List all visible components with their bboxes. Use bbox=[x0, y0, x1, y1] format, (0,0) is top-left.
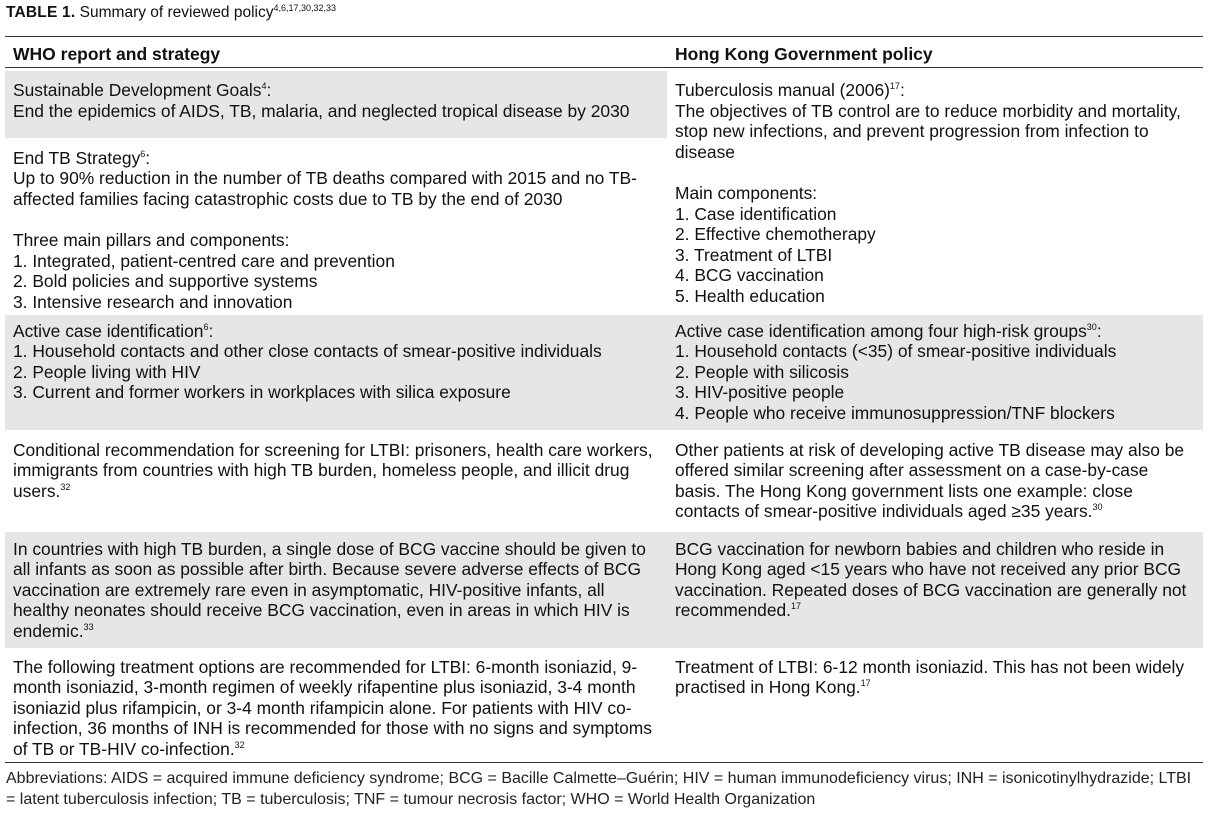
bcg-who-ref: 33 bbox=[83, 622, 94, 633]
pillars-item: 1. Integrated, patient-centred care and prevention bbox=[13, 250, 395, 271]
treat-who-cell bbox=[5, 650, 667, 767]
active-who-ref: 6 bbox=[203, 321, 209, 332]
manual-text: The objectives of TB control are to reduce morbidity and mortality, stop new infections, and prevent progression from infection to disease bbox=[675, 100, 1181, 162]
ltbi-who-ref: 32 bbox=[60, 481, 71, 492]
components-item: 2. Effective chemotherapy bbox=[675, 224, 876, 245]
bcg-hk-cell bbox=[667, 532, 1203, 627]
table-row bbox=[5, 71, 1203, 138]
pillars-item: 3. Intensive research and innovation bbox=[13, 291, 293, 312]
components-title: Main components: bbox=[675, 182, 818, 203]
header-hk: Hong Kong Government policy bbox=[675, 44, 933, 64]
bcg-who-cell bbox=[5, 532, 667, 648]
treat-hk-cell bbox=[667, 650, 1203, 704]
components-item: 1. Case identification bbox=[675, 203, 837, 224]
endtb-title: End TB Strategy bbox=[13, 147, 141, 168]
table-title: Summary of reviewed policy bbox=[79, 4, 274, 21]
endtb-cell: End TB Strategy$^6$: Up to 90% reduction in the number of TB deaths compared with 2015 and no TB-affected families facing catastrophic costs due to TB by the end of 2030 Three main pillars and components: 1. Integrated, patient-centred care and prevention 2. Bold policies and supportive systems 3. Intensive research and innovation bbox=[5, 138, 667, 311]
bottom-rule bbox=[5, 762, 1203, 763]
sdg-text: End the epidemics of AIDS, TB, malaria, and neglected tropical disease by 2030 bbox=[13, 100, 630, 121]
manual-title: Tuberculosis manual (2006) bbox=[675, 80, 890, 100]
treat-who-ref: 32 bbox=[234, 740, 245, 751]
active-who-item: 2. People living with HIV bbox=[13, 361, 201, 382]
table-label: TABLE 1. bbox=[6, 4, 76, 21]
bcg-who-text: In countries with high TB burden, a single dose of BCG vaccine should be given to all infants as soon as possible after birth. Because severe adverse effects of BCG vaccination are extremely rare even in asymptomatic, HIV-positive infants, all healthy neonates should receive BCG vaccination, even in areas in which HIV is endemic. bbox=[13, 538, 646, 641]
treat-who-text: The following treatment options are recommended for LTBI: 6-month isoniazid, 9-month isoniazid, 3-month regimen of weekly rifapentine plus isoniazid, 3-4 month isoniazid plus rifampicin, or 3-4 month rifampicin alone. For patients with HIV co-infection, 36 months of INH is recommended for those with no signs and symptoms of TB or TB-HIV co-infection. bbox=[13, 656, 652, 759]
abbreviations-footnote: Abbreviations: AIDS = acquired immune deficiency syndrome; BCG = Bacille Calmette–Guérin; HIV = human immunodeficiency virus; INH = isonicotinylhydrazide; LTBI = latent tuberculosis infection; TB = tuberculosis; TNF = tumour necrosis factor; WHO = World Health Organization bbox=[6, 770, 1192, 808]
pillars-item: 2. Bold policies and supportive systems bbox=[13, 271, 318, 292]
endtb-text: Up to 90% reduction in the number of TB deaths compared with 2015 and no TB-affected families facing catastrophic costs due to TB by the end of 2030 bbox=[13, 168, 637, 209]
active-who-item: 1. Household contacts and other close contacts of smear-positive individuals bbox=[13, 341, 602, 362]
active-hk-item: 3. HIV-positive people bbox=[675, 382, 845, 403]
header-who: WHO report and strategy bbox=[13, 44, 221, 64]
table-row bbox=[5, 649, 1203, 767]
table-caption bbox=[6, 4, 336, 22]
active-who-cell: Active case identification$^6$: 1. Household contacts and other close contacts of smear-positive individuals 2. People living with HIV 3. Current and former workers in workplaces with silica exposure bbox=[5, 315, 667, 429]
active-hk-cell: Active case identification among four high-risk groups$^{30}$: 1. Household contacts (<35) of smear-positive individuals 2. People with silicosis 3. HIV-positive people 4. People who receive immunosuppression/TNF blockers bbox=[667, 315, 1203, 430]
sdg-ref: 4 bbox=[261, 81, 267, 92]
active-hk-item: 4. People who receive immunosuppression/TNF blockers bbox=[675, 402, 1115, 423]
ltbi-who-text: Conditional recommendation for screening for LTBI: prisoners, health care workers, immigrants from countries with high TB burden, homeless people, and illicit drug users. bbox=[13, 439, 653, 501]
active-hk-title: Active case identification among four high-risk groups bbox=[675, 320, 1087, 341]
treat-hk-ref: 17 bbox=[860, 678, 871, 689]
table-row bbox=[5, 314, 1203, 431]
ltbi-hk-ref: 30 bbox=[1092, 502, 1103, 513]
active-hk-item: 2. People with silicosis bbox=[675, 361, 849, 382]
treat-hk-text: Treatment of LTBI: 6-12 month isoniazid. This has not been widely practised in Hong Kong. bbox=[675, 656, 1185, 698]
policy-table bbox=[5, 37, 1203, 767]
ltbi-hk-cell bbox=[667, 432, 1203, 528]
active-hk-ref: 30 bbox=[1086, 321, 1097, 332]
bcg-hk-text: BCG vaccination for newborn babies and children who reside in Hong Kong aged <15 years who have not received any prior BCG vaccination. Repeated doses of BCG vaccination are generally not recommended. bbox=[675, 538, 1187, 621]
header-row bbox=[5, 37, 1203, 71]
table-row bbox=[5, 531, 1203, 649]
ltbi-hk-text: Other patients at risk of developing active TB disease may also be offered similar screening after assessment on a case-by-case basis. The Hong Kong government lists one example: close contacts of smear-positive individuals aged ≥35 years. bbox=[675, 439, 1185, 522]
bcg-hk-ref: 17 bbox=[791, 601, 802, 612]
components-item: 4. BCG vaccination bbox=[675, 265, 824, 286]
pillars-title: Three main pillars and components: bbox=[13, 230, 290, 251]
components-item: 3. Treatment of LTBI bbox=[675, 244, 833, 265]
manual-ref: 17 bbox=[889, 81, 900, 92]
endtb-ref: 6 bbox=[140, 148, 146, 159]
active-who-item: 3. Current and former workers in workplaces with silica exposure bbox=[13, 382, 511, 403]
active-who-title: Active case identification bbox=[13, 320, 204, 341]
sdg-cell: Sustainable Development Goals$^4$: End the epidemics of AIDS, TB, malaria, and neglected tropical disease by 2030 bbox=[5, 71, 667, 137]
manual-cell: Tuberculosis manual $(2006)^{17}$: The objectives of TB control are to reduce morbidity and mortality, stop new infections, and prevent progression from infection to disease Main components: 1. Case identification 2. Effective chemotherapy 3. Treatment of LTBI 4. BCG vaccination 5. Health education bbox=[667, 71, 1203, 313]
table-title-refs: 4,6,17,30,32,33 bbox=[273, 2, 337, 13]
sdg-title: Sustainable Development Goals bbox=[13, 80, 262, 100]
components-item: 5. Health education bbox=[675, 285, 825, 306]
table-row bbox=[5, 431, 1203, 531]
ltbi-who-cell bbox=[5, 432, 667, 530]
active-hk-item: 1. Household contacts (<35) of smear-positive individuals bbox=[675, 341, 1117, 362]
